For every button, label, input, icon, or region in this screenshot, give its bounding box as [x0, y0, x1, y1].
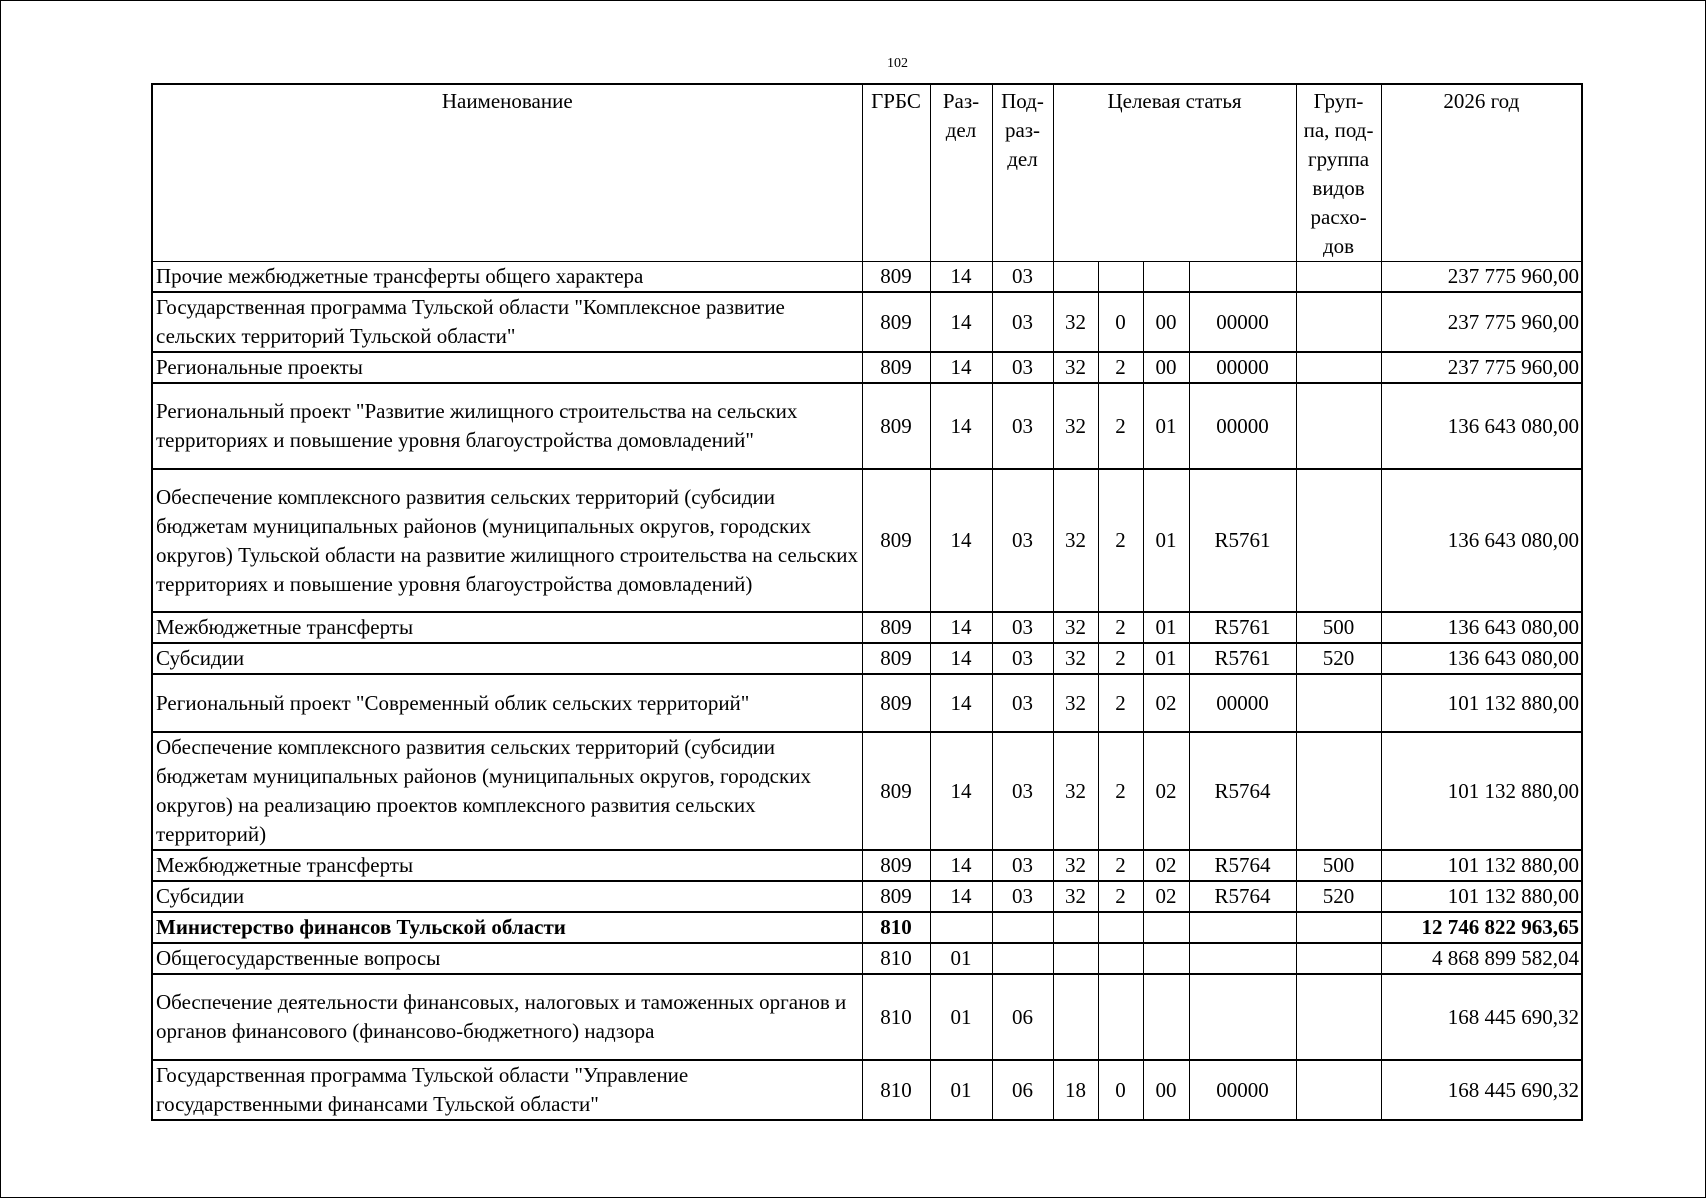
- table-row: [152, 850, 1582, 881]
- table-row: [152, 732, 1582, 850]
- cell-razdel: 14: [930, 383, 992, 469]
- cell-podrazdel: [992, 943, 1053, 974]
- cell-amount: 136 643 080,00: [1381, 383, 1582, 469]
- cell-target-direction: [1189, 943, 1296, 974]
- cell-target-subprogram: [1143, 974, 1189, 1060]
- cell-target-type: [1098, 943, 1143, 974]
- cell-razdel: [930, 912, 992, 943]
- cell-amount: 136 643 080,00: [1381, 643, 1582, 674]
- cell-target-direction: R5761: [1189, 469, 1296, 612]
- cell-target-type: 2: [1098, 383, 1143, 469]
- cell-name: Министерство финансов Тульской области: [152, 912, 862, 943]
- cell-name: Обеспечение деятельности финансовых, налоговых и таможенных органов и органов финансового (финансово-бюджетного) надзора: [152, 974, 862, 1060]
- cell-amount: 101 132 880,00: [1381, 850, 1582, 881]
- cell-razdel: 14: [930, 674, 992, 732]
- cell-target-subprogram: 01: [1143, 643, 1189, 674]
- cell-grbs: 809: [862, 262, 930, 293]
- cell-razdel: 14: [930, 612, 992, 643]
- cell-name: Общегосударственные вопросы: [152, 943, 862, 974]
- header-row: [152, 84, 1582, 262]
- cell-target-direction: 00000: [1189, 674, 1296, 732]
- cell-target-type: [1098, 974, 1143, 1060]
- cell-target-direction: [1189, 912, 1296, 943]
- cell-expense-group: [1296, 262, 1381, 293]
- cell-name: Региональные проекты: [152, 352, 862, 383]
- table-row: [152, 262, 1582, 293]
- cell-amount: 101 132 880,00: [1381, 881, 1582, 912]
- cell-podrazdel: 03: [992, 352, 1053, 383]
- cell-expense-group: 520: [1296, 643, 1381, 674]
- table-row: [152, 292, 1582, 352]
- cell-podrazdel: [992, 912, 1053, 943]
- cell-target-type: 0: [1098, 292, 1143, 352]
- cell-grbs: 810: [862, 943, 930, 974]
- cell-name: Обеспечение комплексного развития сельских территорий (субсидии бюджетам муниципальных районов (муниципальных округов, городских округов) Тульской области на развитие жилищного строительства на сельских территориях и повышение уровня благоустройства домовладений): [152, 469, 862, 612]
- cell-target-program: 32: [1053, 612, 1098, 643]
- header-year: 2026 год: [1381, 84, 1582, 262]
- cell-target-direction: 00000: [1189, 383, 1296, 469]
- cell-amount: 136 643 080,00: [1381, 612, 1582, 643]
- cell-target-direction: [1189, 262, 1296, 293]
- cell-target-subprogram: 02: [1143, 732, 1189, 850]
- cell-target-type: 2: [1098, 881, 1143, 912]
- cell-amount: 4 868 899 582,04: [1381, 943, 1582, 974]
- cell-target-direction: R5764: [1189, 850, 1296, 881]
- cell-target-program: [1053, 943, 1098, 974]
- cell-expense-group: [1296, 1060, 1381, 1120]
- header-name: Наименование: [152, 84, 862, 262]
- cell-target-type: 2: [1098, 674, 1143, 732]
- cell-grbs: 809: [862, 469, 930, 612]
- cell-target-subprogram: 00: [1143, 352, 1189, 383]
- cell-target-type: 2: [1098, 469, 1143, 612]
- cell-expense-group: 500: [1296, 612, 1381, 643]
- cell-razdel: 01: [930, 943, 992, 974]
- cell-grbs: 810: [862, 974, 930, 1060]
- cell-podrazdel: 03: [992, 469, 1053, 612]
- cell-target-subprogram: 00: [1143, 1060, 1189, 1120]
- cell-target-program: 32: [1053, 850, 1098, 881]
- cell-podrazdel: 03: [992, 881, 1053, 912]
- cell-expense-group: 500: [1296, 850, 1381, 881]
- cell-target-subprogram: 02: [1143, 674, 1189, 732]
- cell-target-program: 32: [1053, 674, 1098, 732]
- cell-podrazdel: 03: [992, 612, 1053, 643]
- cell-expense-group: [1296, 912, 1381, 943]
- cell-razdel: 14: [930, 643, 992, 674]
- cell-expense-group: [1296, 383, 1381, 469]
- cell-grbs: 809: [862, 881, 930, 912]
- cell-target-subprogram: [1143, 262, 1189, 293]
- cell-name: Прочие межбюджетные трансферты общего характера: [152, 262, 862, 293]
- table-row: [152, 1060, 1582, 1120]
- table-body: [152, 262, 1582, 1121]
- header-group: Груп- па, под- группа видов расхо- дов: [1296, 84, 1381, 262]
- cell-target-type: 2: [1098, 732, 1143, 850]
- cell-podrazdel: 03: [992, 674, 1053, 732]
- cell-expense-group: [1296, 352, 1381, 383]
- cell-target-subprogram: 01: [1143, 612, 1189, 643]
- cell-amount: 168 445 690,32: [1381, 974, 1582, 1060]
- cell-target-type: [1098, 912, 1143, 943]
- cell-target-program: [1053, 974, 1098, 1060]
- cell-razdel: 14: [930, 352, 992, 383]
- cell-name: Региональный проект "Современный облик сельских территорий": [152, 674, 862, 732]
- cell-grbs: 809: [862, 643, 930, 674]
- cell-target-program: 32: [1053, 292, 1098, 352]
- cell-target-type: 2: [1098, 612, 1143, 643]
- cell-target-program: 32: [1053, 732, 1098, 850]
- cell-target-subprogram: 00: [1143, 292, 1189, 352]
- cell-amount: 237 775 960,00: [1381, 352, 1582, 383]
- cell-target-direction: [1189, 974, 1296, 1060]
- cell-target-direction: R5761: [1189, 612, 1296, 643]
- cell-razdel: 14: [930, 881, 992, 912]
- cell-target-program: [1053, 912, 1098, 943]
- cell-podrazdel: 03: [992, 262, 1053, 293]
- cell-target-direction: 00000: [1189, 292, 1296, 352]
- cell-target-subprogram: [1143, 912, 1189, 943]
- cell-name: Субсидии: [152, 643, 862, 674]
- cell-amount: 237 775 960,00: [1381, 262, 1582, 293]
- cell-amount: 168 445 690,32: [1381, 1060, 1582, 1120]
- cell-amount: 237 775 960,00: [1381, 292, 1582, 352]
- cell-expense-group: [1296, 469, 1381, 612]
- cell-grbs: 809: [862, 292, 930, 352]
- table-row: [152, 612, 1582, 643]
- cell-name: Государственная программа Тульской области "Управление государственными финансами Тульской области": [152, 1060, 862, 1120]
- cell-target-type: 2: [1098, 850, 1143, 881]
- cell-amount: 12 746 822 963,65: [1381, 912, 1582, 943]
- table-row: [152, 469, 1582, 612]
- cell-razdel: 14: [930, 732, 992, 850]
- header-podrazdel: Под- раз- дел: [992, 84, 1053, 262]
- cell-razdel: 14: [930, 850, 992, 881]
- header-target: Целевая статья: [1053, 84, 1296, 262]
- cell-grbs: 809: [862, 383, 930, 469]
- cell-razdel: 14: [930, 262, 992, 293]
- table-row: [152, 943, 1582, 974]
- cell-podrazdel: 03: [992, 732, 1053, 850]
- cell-target-program: 32: [1053, 383, 1098, 469]
- cell-target-program: 32: [1053, 469, 1098, 612]
- cell-podrazdel: 06: [992, 974, 1053, 1060]
- cell-grbs: 810: [862, 1060, 930, 1120]
- cell-podrazdel: 06: [992, 1060, 1053, 1120]
- header-razdel: Раз- дел: [930, 84, 992, 262]
- cell-target-direction: R5764: [1189, 732, 1296, 850]
- cell-podrazdel: 03: [992, 292, 1053, 352]
- cell-podrazdel: 03: [992, 643, 1053, 674]
- table-row: [152, 881, 1582, 912]
- cell-target-type: 2: [1098, 643, 1143, 674]
- cell-grbs: 810: [862, 912, 930, 943]
- table-row: [152, 912, 1582, 943]
- cell-grbs: 809: [862, 732, 930, 850]
- page-number: 102: [887, 56, 908, 71]
- cell-expense-group: [1296, 732, 1381, 850]
- cell-target-type: 0: [1098, 1060, 1143, 1120]
- cell-target-type: 2: [1098, 352, 1143, 383]
- cell-expense-group: [1296, 674, 1381, 732]
- budget-table: [151, 83, 1583, 1121]
- cell-target-program: [1053, 262, 1098, 293]
- cell-target-program: 18: [1053, 1060, 1098, 1120]
- cell-expense-group: 520: [1296, 881, 1381, 912]
- cell-name: Региональный проект "Развитие жилищного строительства на сельских территориях и повышение уровня благоустройства домовладений": [152, 383, 862, 469]
- cell-target-subprogram: 02: [1143, 881, 1189, 912]
- cell-target-direction: R5761: [1189, 643, 1296, 674]
- cell-name: Межбюджетные трансферты: [152, 850, 862, 881]
- cell-target-program: 32: [1053, 352, 1098, 383]
- cell-target-program: 32: [1053, 881, 1098, 912]
- table-row: [152, 674, 1582, 732]
- cell-grbs: 809: [862, 352, 930, 383]
- cell-target-program: 32: [1053, 643, 1098, 674]
- cell-amount: 101 132 880,00: [1381, 674, 1582, 732]
- cell-razdel: 14: [930, 469, 992, 612]
- cell-name: Межбюджетные трансферты: [152, 612, 862, 643]
- cell-amount: 136 643 080,00: [1381, 469, 1582, 612]
- cell-razdel: 01: [930, 1060, 992, 1120]
- table-row: [152, 643, 1582, 674]
- cell-target-type: [1098, 262, 1143, 293]
- cell-target-subprogram: 01: [1143, 469, 1189, 612]
- cell-podrazdel: 03: [992, 850, 1053, 881]
- cell-razdel: 14: [930, 292, 992, 352]
- cell-grbs: 809: [862, 612, 930, 643]
- table-row: [152, 352, 1582, 383]
- cell-target-direction: 00000: [1189, 1060, 1296, 1120]
- cell-podrazdel: 03: [992, 383, 1053, 469]
- table-row: [152, 974, 1582, 1060]
- cell-razdel: 01: [930, 974, 992, 1060]
- cell-amount: 101 132 880,00: [1381, 732, 1582, 850]
- header-grbs: ГРБС: [862, 84, 930, 262]
- cell-grbs: 809: [862, 850, 930, 881]
- cell-target-direction: 00000: [1189, 352, 1296, 383]
- table-row: [152, 383, 1582, 469]
- cell-target-subprogram: 02: [1143, 850, 1189, 881]
- cell-name: Обеспечение комплексного развития сельских территорий (субсидии бюджетам муниципальных районов (муниципальных округов, городских округов) на реализацию проектов комплексного развития сельских территорий): [152, 732, 862, 850]
- cell-grbs: 809: [862, 674, 930, 732]
- cell-name: Субсидии: [152, 881, 862, 912]
- cell-expense-group: [1296, 943, 1381, 974]
- cell-expense-group: [1296, 292, 1381, 352]
- cell-target-subprogram: 01: [1143, 383, 1189, 469]
- cell-target-direction: R5764: [1189, 881, 1296, 912]
- cell-expense-group: [1296, 974, 1381, 1060]
- cell-name: Государственная программа Тульской области "Комплексное развитие сельских территорий Тульской области": [152, 292, 862, 352]
- cell-target-subprogram: [1143, 943, 1189, 974]
